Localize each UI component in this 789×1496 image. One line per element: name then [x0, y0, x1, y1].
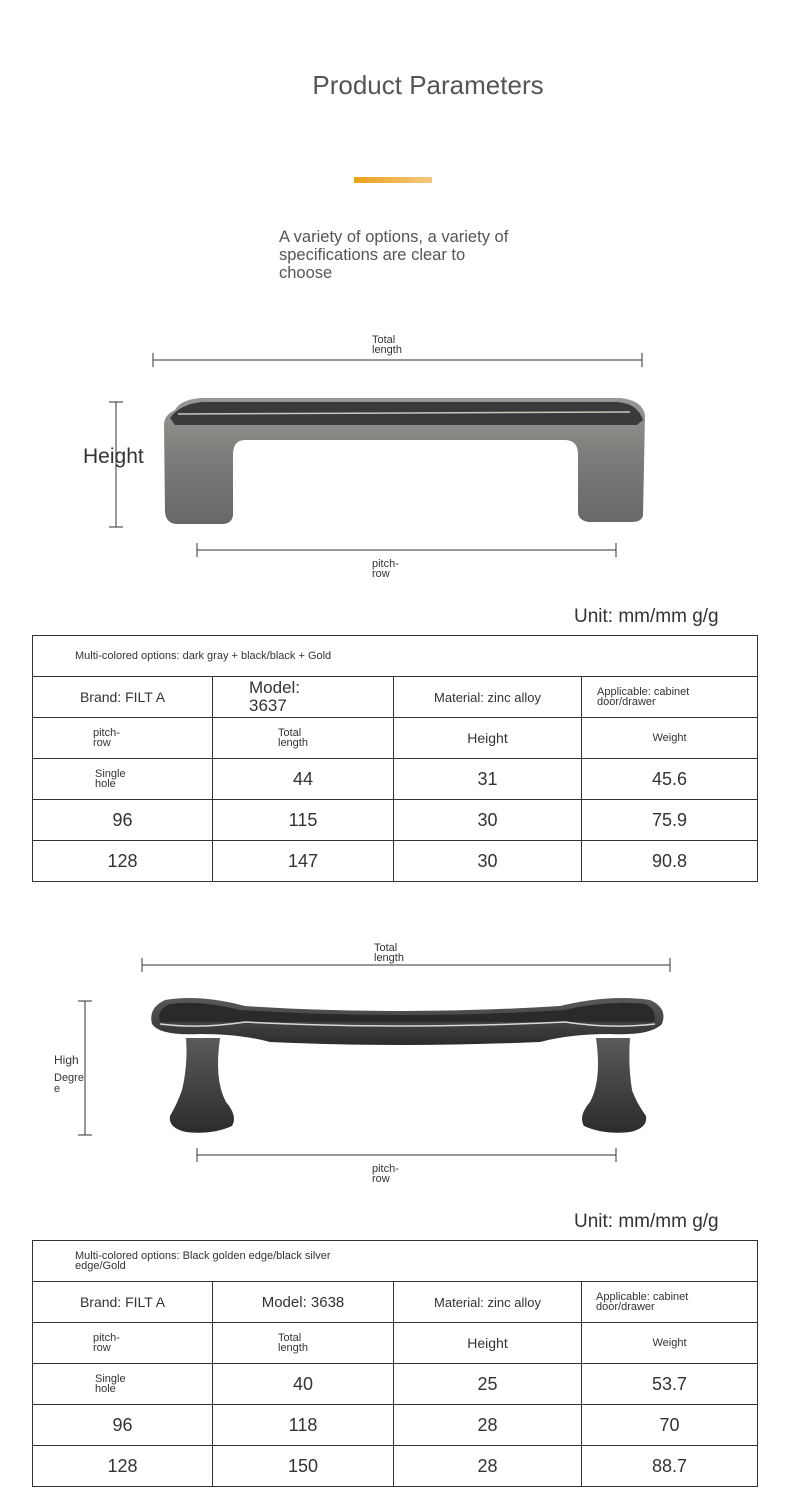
- table-cell: 147: [213, 841, 394, 882]
- model-cell: Model: 3638: [213, 1282, 394, 1323]
- table-row: [33, 718, 758, 759]
- table-cell: 25: [394, 1364, 582, 1405]
- column-header: Weight: [582, 1323, 758, 1364]
- table-row: [33, 759, 758, 800]
- color-options: Multi-colored options: dark gray + black/black + Gold: [33, 636, 758, 677]
- height-label-high: High: [54, 1053, 79, 1067]
- column-header: Total length: [213, 1323, 394, 1364]
- table-cell: Single hole: [33, 1364, 213, 1405]
- table-row: [33, 1446, 758, 1487]
- column-header: Height: [394, 1323, 582, 1364]
- table-cell: 44: [213, 759, 394, 800]
- column-header: Total length: [213, 718, 394, 759]
- unit-label: Unit: mm/mm g/g: [574, 1211, 719, 1232]
- total-length-label: Total length: [372, 334, 402, 356]
- table-cell: 31: [394, 759, 582, 800]
- table-row: [33, 800, 758, 841]
- table-row: [33, 1323, 758, 1364]
- table-cell: 96: [33, 1405, 213, 1446]
- table-cell: 40: [213, 1364, 394, 1405]
- table-row: [33, 1241, 758, 1282]
- column-header: Height: [394, 718, 582, 759]
- model-cell: Model: 3637: [213, 677, 394, 718]
- column-header: Weight: [582, 718, 758, 759]
- table-row: [33, 841, 758, 882]
- material-cell: Material: zinc alloy: [394, 1282, 582, 1323]
- table-cell: 45.6: [582, 759, 758, 800]
- handle-3637-diagram: [0, 0, 789, 600]
- height-label-degree: Degree: [54, 1072, 84, 1095]
- table-cell: 28: [394, 1405, 582, 1446]
- table-cell: 88.7: [582, 1446, 758, 1487]
- table-row: [33, 1364, 758, 1405]
- height-label: Height: [83, 445, 144, 468]
- table-cell: 128: [33, 841, 213, 882]
- table-cell: 90.8: [582, 841, 758, 882]
- table-cell: 30: [394, 841, 582, 882]
- table-cell: 70: [582, 1405, 758, 1446]
- handle-3638-diagram: [0, 930, 789, 1200]
- total-length-label: Total length: [374, 942, 404, 964]
- spec-table-3638: [32, 1240, 758, 1487]
- material-cell: Material: zinc alloy: [394, 677, 582, 718]
- unit-label: Unit: mm/mm g/g: [574, 606, 719, 627]
- table-cell: 75.9: [582, 800, 758, 841]
- table-cell: 28: [394, 1446, 582, 1487]
- table-cell: 150: [213, 1446, 394, 1487]
- applicable-cell: Applicable: cabinet door/drawer: [582, 677, 758, 718]
- table-cell: 128: [33, 1446, 213, 1487]
- table-row: [33, 1282, 758, 1323]
- table-cell: Single hole: [33, 759, 213, 800]
- table-cell: 118: [213, 1405, 394, 1446]
- table-row: [33, 677, 758, 718]
- applicable-cell: Applicable: cabinet door/drawer: [582, 1282, 758, 1323]
- brand-cell: Brand: FILT A: [33, 677, 213, 718]
- column-header: pitch-row: [33, 718, 213, 759]
- column-header: pitch-row: [33, 1323, 213, 1364]
- color-options: Multi-colored options: Black golden edge/black silver edge/Gold: [33, 1241, 758, 1282]
- pitch-row-label: pitch-row: [372, 1163, 399, 1185]
- table-cell: 53.7: [582, 1364, 758, 1405]
- pitch-row-label: pitch-row: [372, 558, 399, 580]
- table-cell: 96: [33, 800, 213, 841]
- page-title: Product Parameters: [312, 70, 544, 100]
- intro-text: A variety of options, a variety of specifications are clear to choose: [279, 228, 509, 282]
- table-row: [33, 1405, 758, 1446]
- table-cell: 115: [213, 800, 394, 841]
- brand-cell: Brand: FILT A: [33, 1282, 213, 1323]
- spec-table-3637: [32, 635, 758, 882]
- table-cell: 30: [394, 800, 582, 841]
- table-row: [33, 636, 758, 677]
